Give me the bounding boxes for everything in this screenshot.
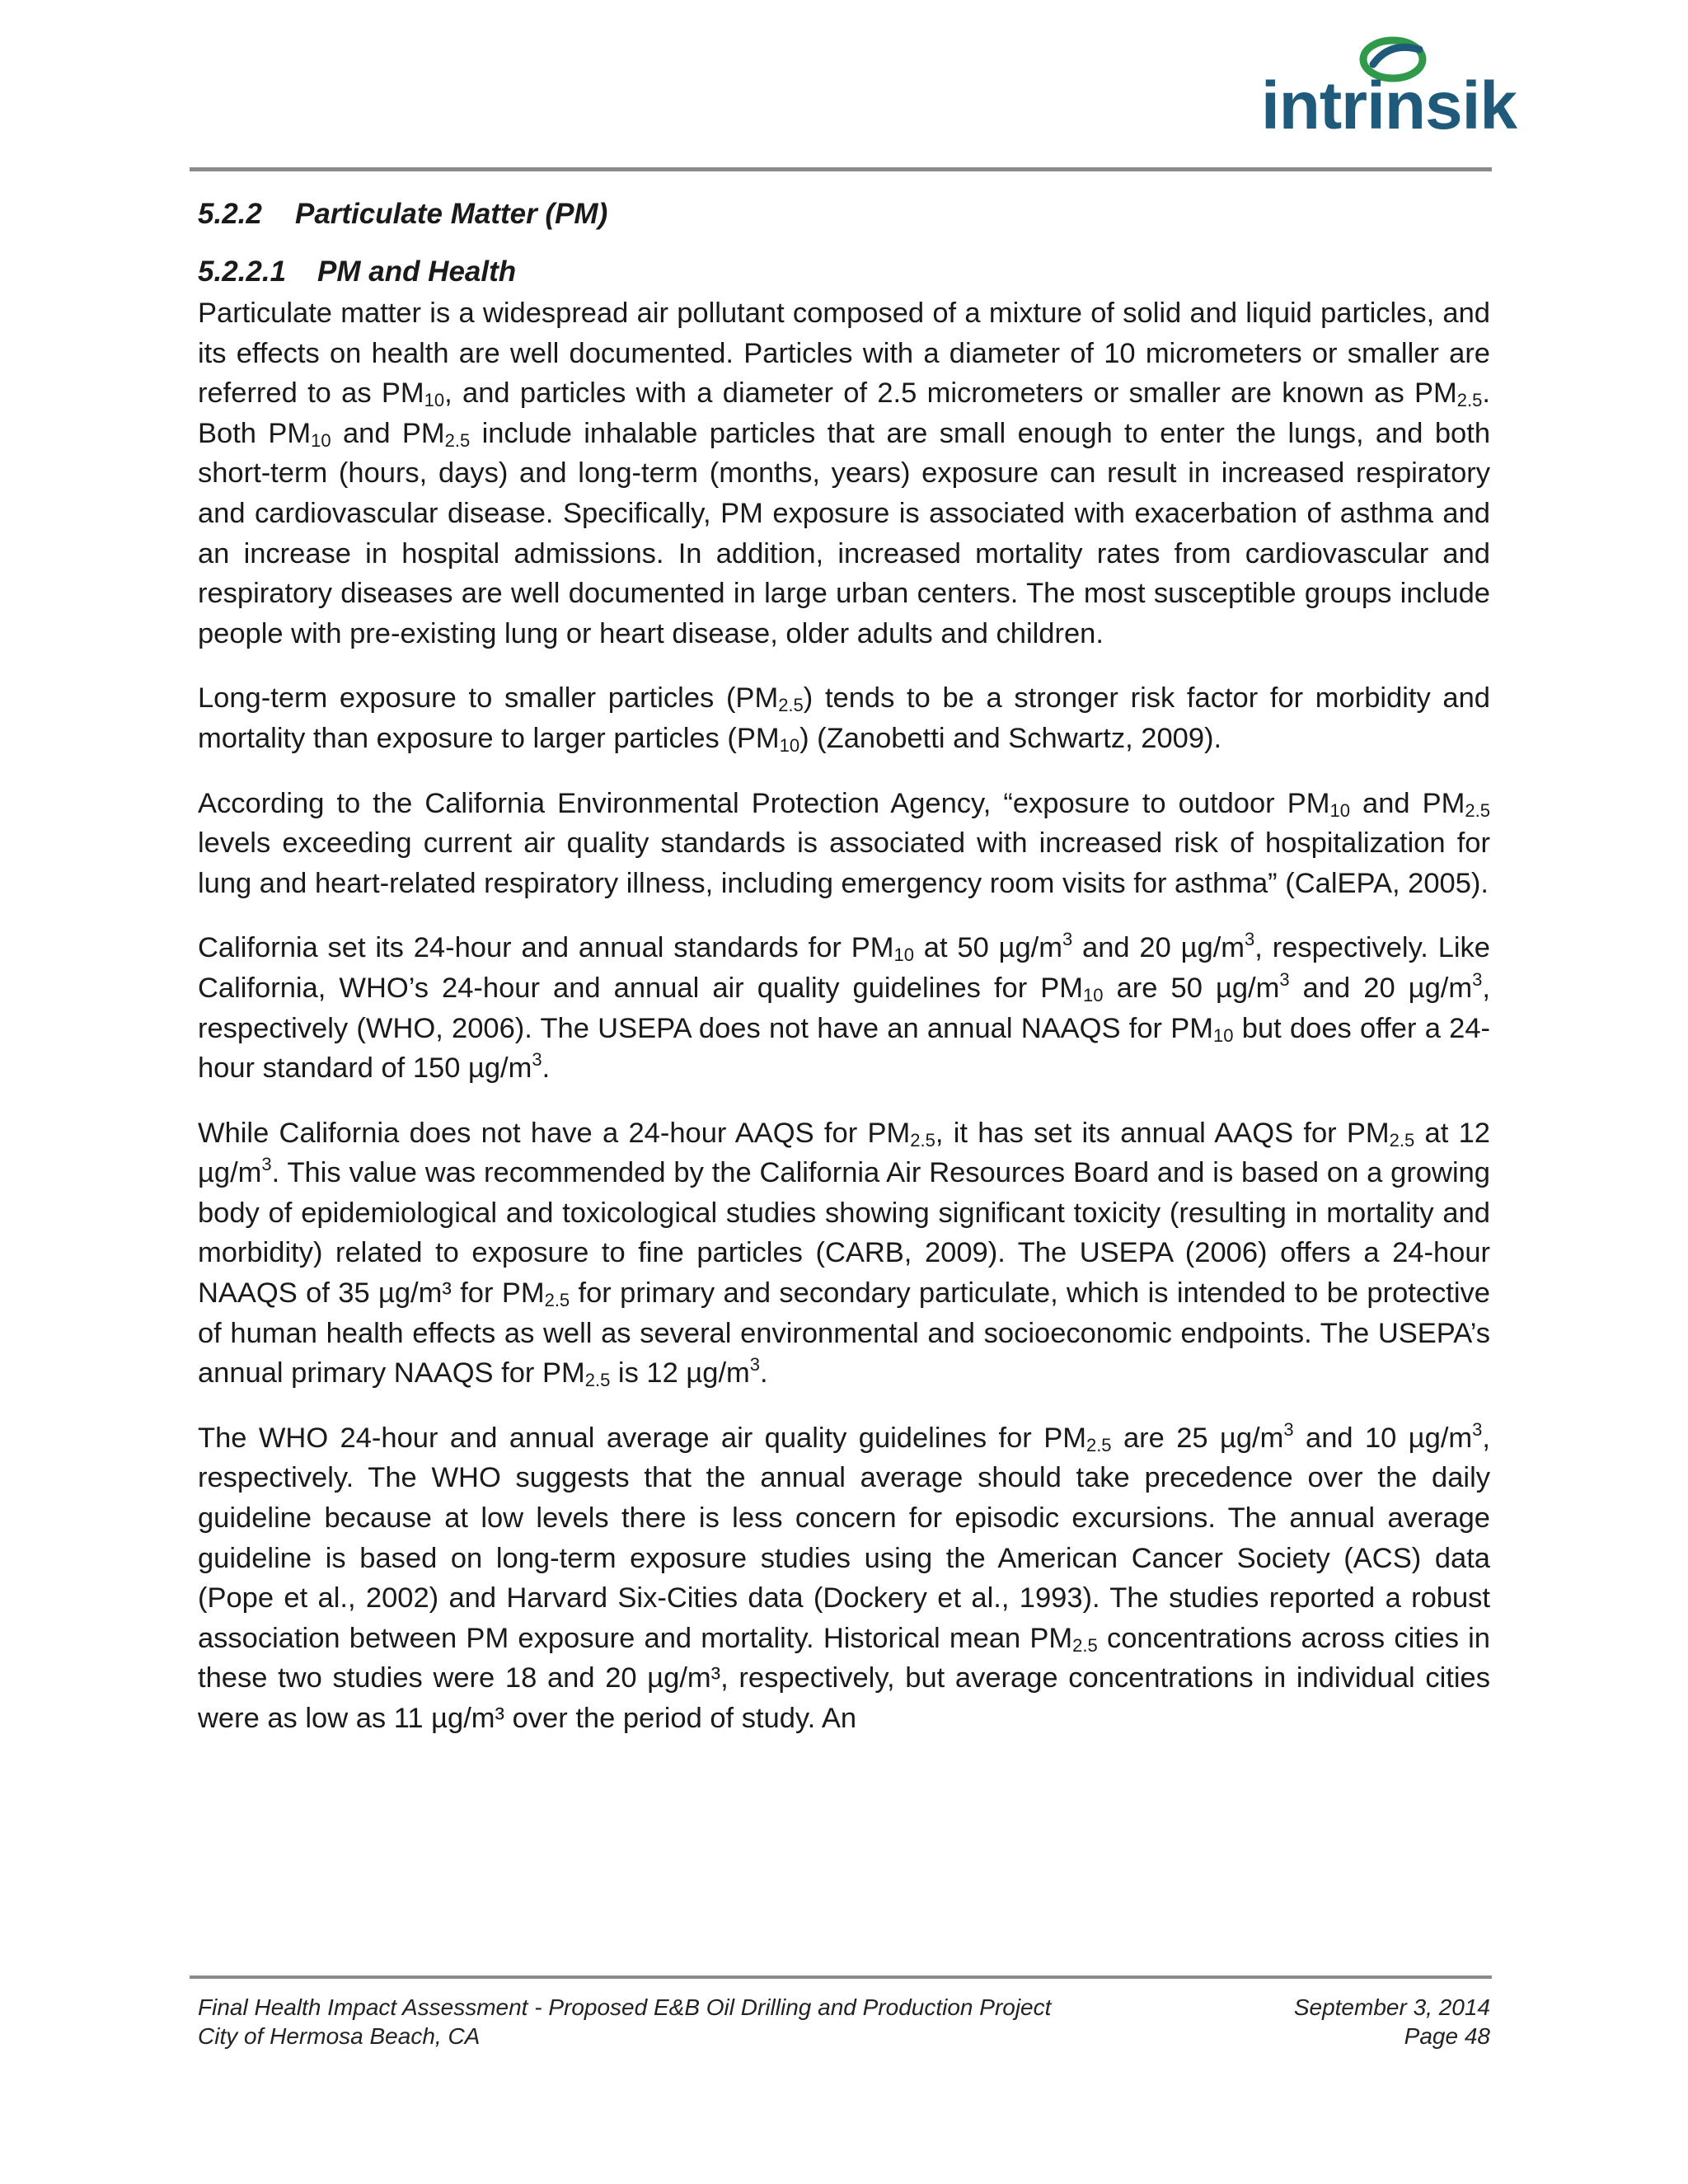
- footer-location: City of Hermosa Beach, CA: [198, 2023, 481, 2049]
- subsection-heading: [198, 254, 1490, 290]
- intrinsik-logo: [1261, 31, 1517, 147]
- subsection-title: PM and Health: [317, 255, 517, 288]
- section-heading: [198, 196, 1490, 232]
- footer-page-number: Page 48: [1404, 2023, 1490, 2049]
- page-content: [198, 196, 1490, 1764]
- footer-date: September 3, 2014: [1293, 1994, 1490, 2020]
- logo-wordmark: intrinsik: [1261, 68, 1517, 143]
- section-title: Particulate Matter (PM): [295, 198, 608, 230]
- footer-divider: [190, 1975, 1492, 1979]
- header-divider: [190, 167, 1492, 171]
- paragraph-pm10-standards: California set its 24-hour and annual standards for $PM_{10}$ at 50 $\mu g/m^3$ and 20 $\mu g/m^3$, respectively. Like California, WHO’s 24-hour and annual air quality guidelines for $PM_{10}$ are 50 $\mu g/m^3$ and 20 $\mu g/m^3$, respectively (WHO, 2006). The USEPA does not have an annual NAAQS for $PM_{10}$ but does offer a 24-hour standard of 150 $\mu g/m^3$.: [198, 929, 1490, 1085]
- footer-document-title: Final Health Impact Assessment - Proposed E&B Oil Drilling and Production Project: [198, 1994, 1052, 2020]
- paragraph-who-guidelines: The WHO 24-hour and annual average air quality guidelines for $PM_{2.5}$ are 25 $\mu g/m^3$ and 10 $\mu g/m^3$, respectively. The WHO suggests that the annual average should take precedence over the daily guideline because at low levels there is less concern for episodic excursions. The annual average guideline is based on long-term exposure studies using the American Cancer Society (ACS) data (Pope et al., 2002) and Harvard Six-Cities data (Dockery et al., 1993). The studies reported a robust association between PM exposure and mortality. Historical mean $PM_{2.5}$ concentrations across cities in these two studies were 18 and 20 µg/m³, respectively, but average concentrations in individual cities were as low as 11 µg/m³ over the period of study. An: [198, 1418, 1490, 1734]
- paragraph-pm-overview: Particulate matter is a widespread air pollutant composed of a mixture of solid and liquid particles, and its effects on health are well documented. Particles with a diameter of 10 micrometers or smaller are referred to as $PM_{10}$, and particles with a diameter of 2.5 micrometers or smaller are known as $PM_{2.5}$. Both $PM_{10}$ and $PM_{2.5}$ include inhalable particles that are small enough to enter the lungs, and both short-term (hours, days) and long-term (months, years) exposure can result in increased respiratory and cardiovascular disease. Specifically, PM exposure is associated with exacerbation of asthma and an increase in hospital admissions. In addition, increased mortality rates from cardiovascular and respiratory diseases are well documented in large urban centers. The most susceptible groups include people with pre-existing lung or heart disease, older adults and children.: [198, 298, 1491, 649]
- subsection-number: 5.2.2.1: [198, 255, 287, 288]
- page-footer: [198, 1993, 1490, 2050]
- section-number: 5.2.2: [198, 198, 262, 230]
- paragraph-long-term-exposure: Long-term exposure to smaller particles $(PM_{2.5})$ tends to be a stronger risk factor for morbidity and mortality than exposure to larger particles $(PM_{10})$ (Zanobetti and Schwartz, 2009).: [198, 682, 1490, 756]
- paragraph-pm25-standards: While California does not have a 24-hour AAQS for $PM_{2.5}$, it has set its annual AAQS for $PM_{2.5}$ at 12 $\mu g/m^3$. This value was recommended by the California Air Resources Board and is based on a growing body of epidemiological and toxicological studies showing significant toxicity (resulting in mortality and morbidity) related to exposure to fine particles (CARB, 2009). The USEPA (2006) offers a 24-hour NAAQS of 35 µg/m³ for $PM_{2.5}$ for primary and secondary particulate, which is intended to be protective of human health effects as well as several environmental and socioeconomic endpoints. The USEPA’s annual primary NAAQS for $PM_{2.5}$ is 12 $\mu g/m^3$.: [198, 1117, 1490, 1391]
- paragraph-calepa: According to the California Environmental Protection Agency, “exposure to outdoor $PM_{10}$ and $PM_{2.5}$ levels exceeding current air quality standards is associated with increased risk of hospitalization for lung and heart-related respiratory illness, including emergency room visits for asthma” (CalEPA, 2005).: [198, 787, 1491, 899]
